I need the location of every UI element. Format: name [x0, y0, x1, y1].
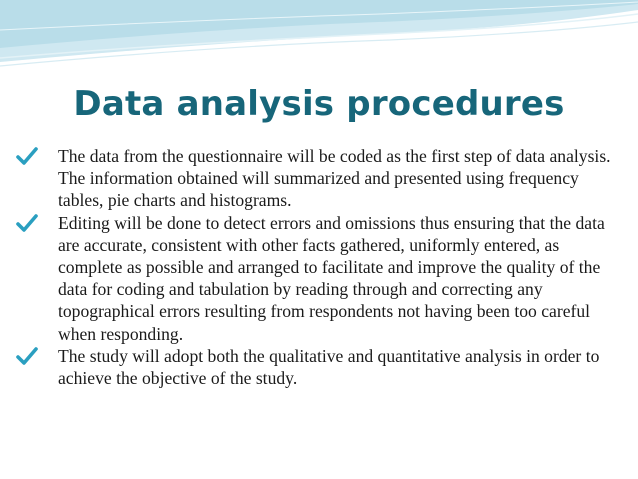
- bullet-list: [14, 145, 614, 389]
- bullet-text: The data from the questionnaire will be coded as the first step of data analysis. The information obtained will summarized and presented using frequency tables, pie charts and histograms.: [58, 146, 611, 211]
- slide-title: Data analysis procedures: [73, 84, 565, 124]
- checkmark-icon: [16, 346, 38, 366]
- checkmark-icon: [16, 213, 38, 233]
- bullet-item: [14, 345, 614, 389]
- checkmark-icon: [16, 146, 38, 166]
- decorative-wave-band: [0, 0, 638, 80]
- bullet-item: [14, 145, 614, 212]
- bullet-item: [14, 212, 614, 345]
- bullet-text: Editing will be done to detect errors and omissions thus ensuring that the data are accurate, consistent with other facts gathered, uniformly entered, as complete as possible and arranged to facilitate and improve the quality of the data for coding and tabulation by reading through and correcting any topographical errors resulting from respondents not having been too careful when responding.: [58, 212, 605, 344]
- bullet-text: The study will adopt both the qualitative and quantitative analysis in order to achieve the objective of the study.: [58, 345, 600, 389]
